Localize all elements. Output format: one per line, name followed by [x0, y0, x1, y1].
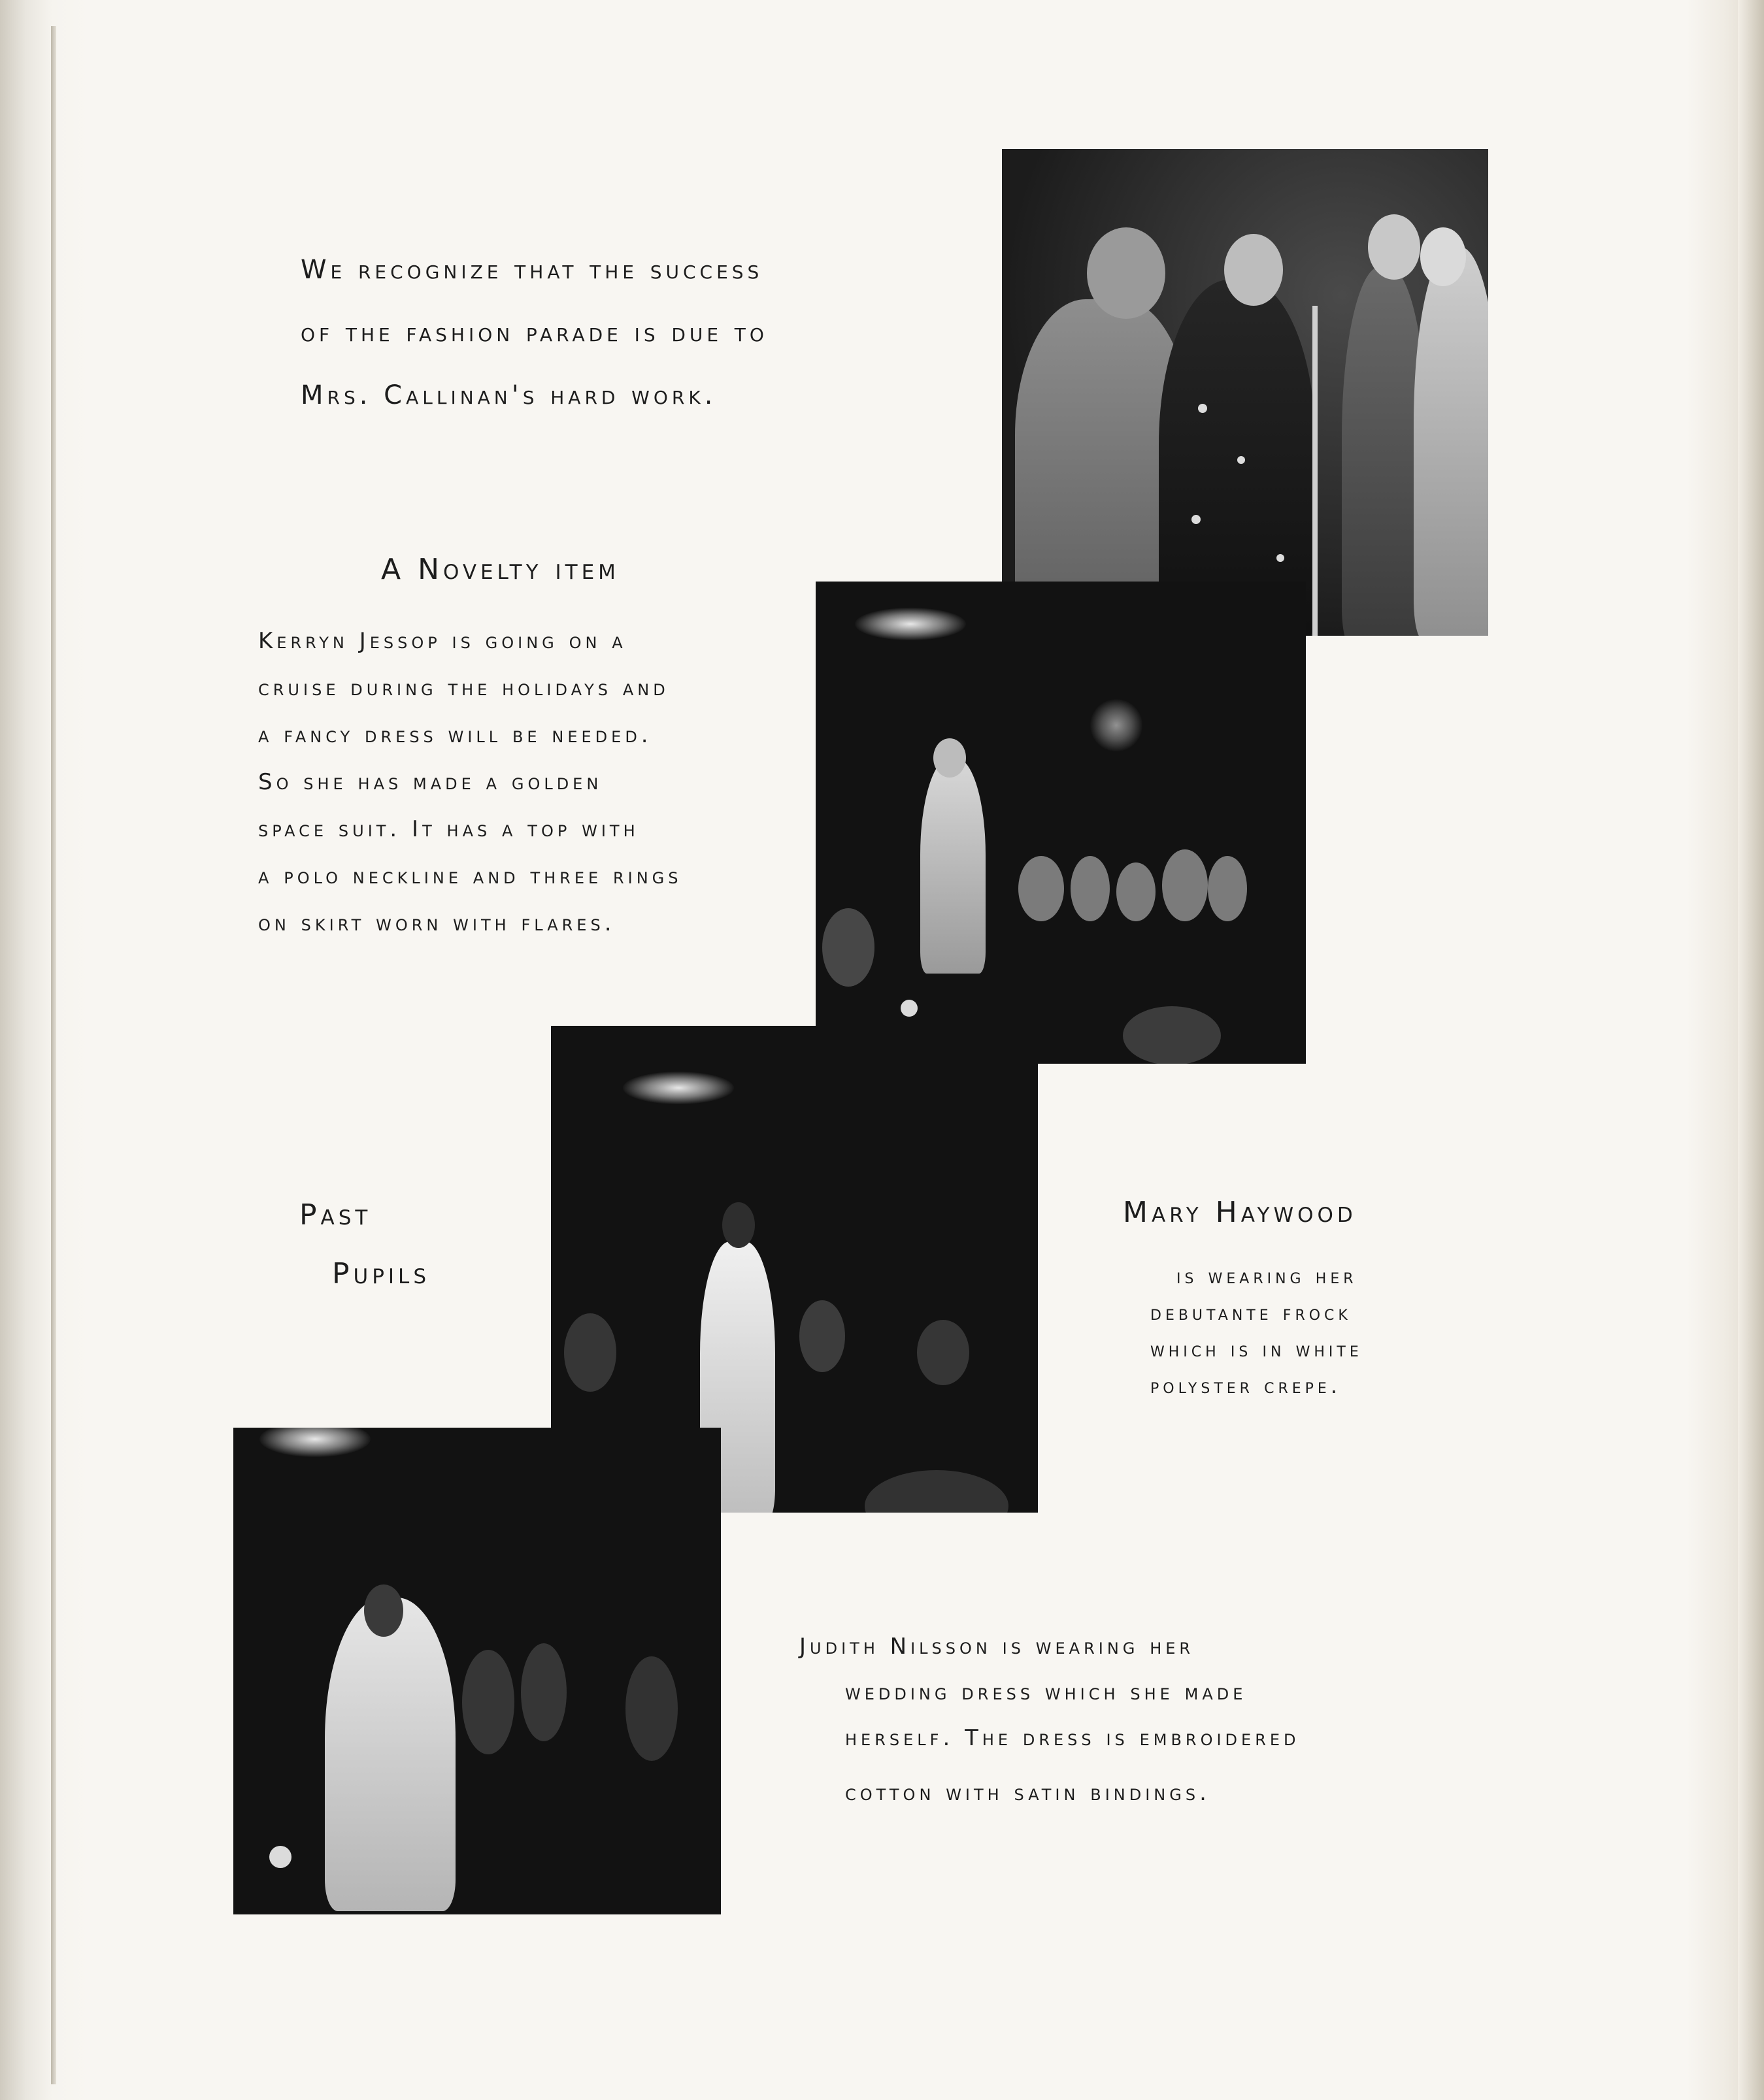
- judith-line-3: herself. The dress is embroidered: [845, 1725, 1300, 1751]
- intro-text: [301, 238, 768, 427]
- novelty-line-2: cruise during the holidays and: [258, 675, 669, 701]
- mary-text: [1150, 1258, 1363, 1404]
- novelty-line-6: a polo neckline and three rings: [258, 863, 682, 889]
- novelty-line-4: So she has made a golden: [258, 769, 603, 795]
- novelty-text: [258, 617, 682, 947]
- mary-line-3: which is in white: [1150, 1337, 1363, 1362]
- space-suit-photo: [816, 582, 1306, 1064]
- novelty-line-3: a fancy dress will be needed.: [258, 722, 652, 748]
- intro-line-1: We recognize that the success: [301, 255, 763, 285]
- past-pupils-line-1: Past: [299, 1198, 372, 1232]
- page-spine: [51, 26, 56, 2084]
- past-pupils-line-2: Pupils: [332, 1257, 431, 1290]
- page-edge: [1738, 0, 1764, 2100]
- intro-line-3: Mrs. Callinan's hard work.: [301, 380, 717, 410]
- intro-line-2: of the fashion parade is due to: [301, 318, 768, 348]
- mary-line-4: polyster crepe.: [1150, 1373, 1342, 1398]
- judith-line-1: Judith Nilsson is wearing her: [799, 1633, 1195, 1660]
- novelty-line-1: Kerryn Jessop is going on a: [258, 628, 627, 654]
- presentation-photo: [1002, 149, 1488, 636]
- mary-heading: Mary Haywood: [1123, 1196, 1357, 1229]
- mary-line-2: debutante frock: [1150, 1300, 1352, 1325]
- novelty-heading: A Novelty item: [381, 553, 620, 586]
- past-pupils-text: [299, 1186, 430, 1304]
- judith-text: [799, 1624, 1300, 1816]
- judith-line-2: wedding dress which she made: [845, 1679, 1247, 1705]
- wedding-photo: [233, 1428, 721, 1914]
- judith-line-4: cotton with satin bindings.: [845, 1780, 1210, 1806]
- mary-line-1: is wearing her: [1176, 1264, 1357, 1288]
- novelty-line-7: on skirt worn with flares.: [258, 910, 616, 936]
- novelty-line-5: space suit. It has a top with: [258, 816, 639, 842]
